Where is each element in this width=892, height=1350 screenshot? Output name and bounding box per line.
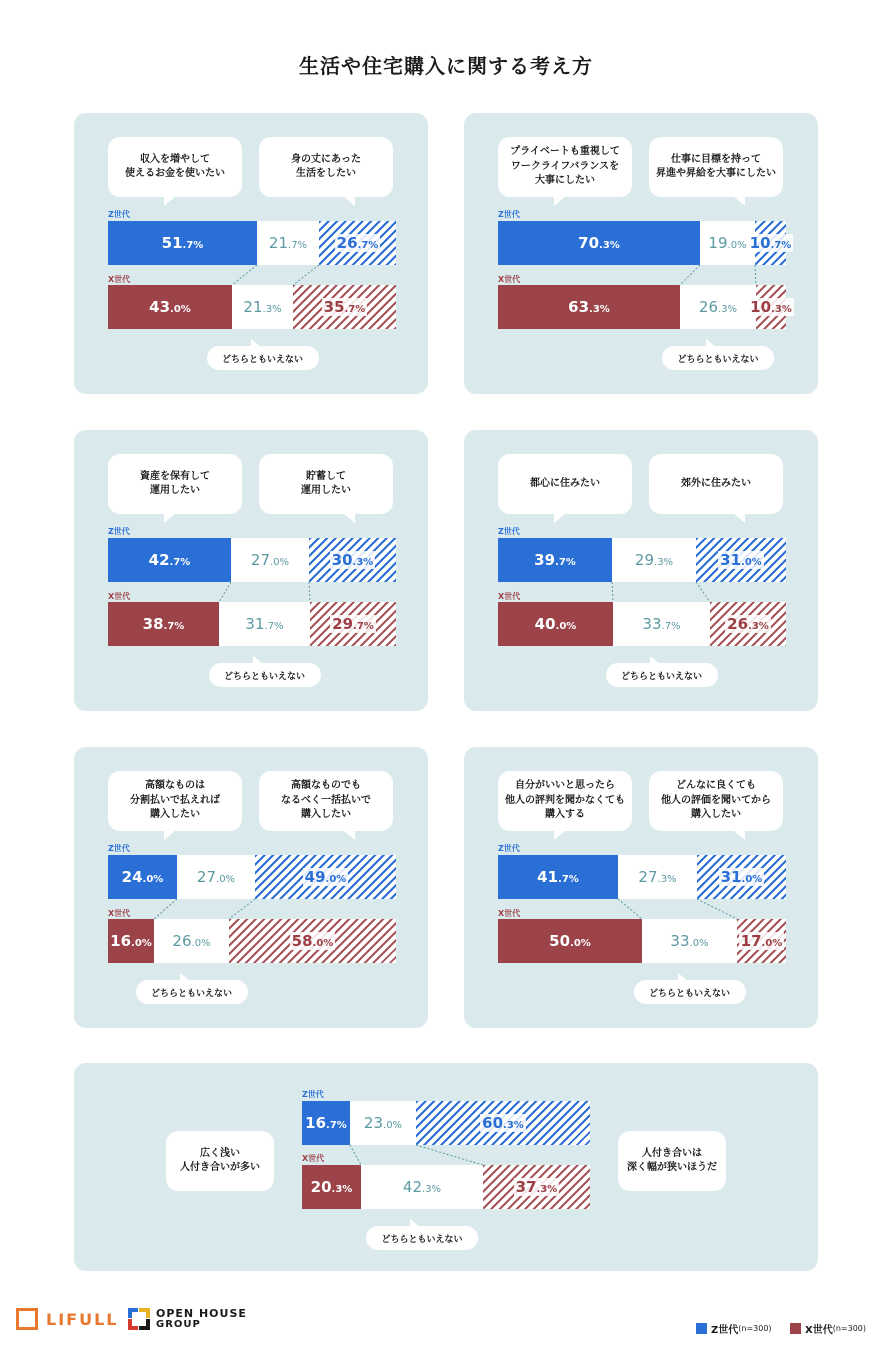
z-neither-value: 21.7% [268, 234, 308, 252]
x-disagree-value: 58.0% [291, 932, 334, 950]
z-neither-value: 23.0% [363, 1114, 403, 1132]
connector-line [680, 265, 700, 285]
x-agree-segment [498, 285, 680, 329]
x-neither-value: 42.3% [402, 1178, 442, 1196]
x-agree-value: 50.0% [549, 932, 591, 950]
x-bar [498, 285, 792, 329]
z-agree-segment [498, 221, 700, 265]
lifull-logo [16, 1308, 118, 1330]
x-bar [498, 602, 786, 646]
x-generation-label: X世代 [498, 592, 521, 601]
z-disagree-value: 31.0% [720, 551, 762, 569]
connector-line [697, 899, 737, 919]
x-neither-segment [232, 285, 293, 329]
x-disagree-segment [293, 285, 396, 329]
chart-panel-5 [74, 747, 428, 1028]
openhouse-mark-icon [128, 1308, 150, 1330]
chart-panel-4 [464, 430, 818, 711]
z-disagree-segment [696, 538, 786, 582]
z-agree-segment [108, 855, 177, 899]
z-neither-segment [612, 538, 696, 582]
connector-line [416, 1145, 483, 1165]
z-disagree-segment [319, 221, 396, 265]
z-agree-segment [498, 855, 618, 899]
x-neither-segment [361, 1165, 483, 1209]
z-agree-segment [108, 538, 231, 582]
z-neither-value: 27.3% [638, 868, 677, 886]
legend-x-label: X世代 [805, 1325, 833, 1336]
openhouse-group: GROUP [156, 1318, 201, 1330]
right-option-bubble: どんなに良くても 他人の評価を聞いてから 購入したい [649, 771, 783, 831]
x-generation-label: X世代 [108, 909, 131, 918]
z-disagree-value: 30.3% [331, 551, 374, 569]
connector-line [293, 265, 319, 285]
z-disagree-segment [255, 855, 396, 899]
legend-z-swatch [696, 1323, 707, 1334]
x-bar [108, 285, 396, 329]
z-disagree-value: 49.0% [304, 868, 347, 886]
z-bar [302, 1101, 590, 1145]
z-agree-value: 24.0% [121, 868, 164, 886]
z-disagree-value: 31.0% [720, 868, 763, 886]
legend-z-n: (n=300) [738, 1324, 772, 1333]
x-neither-segment [680, 285, 756, 329]
z-disagree-value: 26.7% [336, 234, 379, 252]
connector-line [309, 582, 310, 602]
neither-label: どちらともいえない [662, 346, 774, 370]
x-agree-value: 20.3% [310, 1178, 353, 1196]
z-bar [108, 855, 396, 899]
connector-line [229, 899, 255, 919]
x-neither-segment [613, 602, 710, 646]
x-agree-segment [108, 919, 154, 963]
x-disagree-segment [737, 919, 786, 963]
x-agree-segment [498, 919, 642, 963]
openhouse-logo [128, 1308, 247, 1330]
connector-line [350, 1145, 361, 1165]
x-disagree-segment [750, 285, 792, 329]
x-disagree-segment [310, 602, 396, 646]
right-option-bubble: 仕事に目標を持って 昇進や昇給を大事にしたい [649, 137, 783, 197]
z-agree-segment [302, 1101, 350, 1145]
x-neither-segment [642, 919, 737, 963]
x-agree-segment [302, 1165, 361, 1209]
z-agree-value: 39.7% [534, 551, 576, 569]
x-agree-value: 16.0% [110, 932, 152, 950]
right-option-bubble: 貯蓄して 運用したい [259, 454, 393, 514]
x-disagree-value: 29.7% [332, 615, 374, 633]
z-generation-label: Z世代 [108, 527, 130, 536]
connector-line [219, 582, 231, 602]
legend-z-label: Z世代 [711, 1325, 739, 1336]
x-disagree-value: 37.3% [515, 1178, 558, 1196]
legend-x-swatch [790, 1323, 801, 1334]
z-neither-segment [231, 538, 309, 582]
z-agree-value: 16.7% [305, 1114, 347, 1132]
connector-line [696, 582, 710, 602]
x-neither-value: 33.0% [670, 932, 709, 950]
x-disagree-segment [229, 919, 396, 963]
right-option-bubble: 身の丈にあった 生活をしたい [259, 137, 393, 197]
z-agree-segment [108, 221, 257, 265]
x-disagree-value: 26.3% [727, 615, 769, 633]
z-neither-segment [350, 1101, 416, 1145]
z-generation-label: Z世代 [498, 210, 520, 219]
z-agree-value: 41.7% [537, 868, 579, 886]
x-agree-segment [108, 602, 219, 646]
page-title: 生活や住宅購入に関する考え方 [299, 54, 593, 78]
z-neither-value: 19.0% [708, 234, 747, 252]
x-agree-value: 38.7% [142, 615, 185, 633]
x-neither-value: 33.7% [642, 615, 681, 633]
left-option-bubble: プライベートも重視して ワークライフバランスを 大事にしたい [498, 137, 632, 197]
x-bar [108, 919, 396, 963]
z-disagree-value: 10.7% [749, 234, 792, 252]
x-neither-value: 21.3% [243, 298, 282, 316]
z-disagree-segment [309, 538, 396, 582]
z-disagree-segment [749, 221, 792, 265]
z-neither-value: 27.0% [250, 551, 290, 569]
x-generation-label: X世代 [108, 592, 131, 601]
x-neither-segment [154, 919, 229, 963]
z-generation-label: Z世代 [498, 844, 520, 853]
x-neither-value: 26.3% [698, 298, 738, 316]
x-generation-label: X世代 [108, 275, 131, 284]
neither-label: どちらともいえない [136, 980, 248, 1004]
x-neither-segment [219, 602, 310, 646]
neither-label: どちらともいえない [606, 663, 718, 687]
connector-line [154, 899, 177, 919]
legend-x [790, 1321, 866, 1336]
z-disagree-segment [416, 1101, 590, 1145]
right-option-bubble: 郊外に住みたい [649, 454, 783, 514]
z-generation-label: Z世代 [108, 210, 130, 219]
connector-line [755, 265, 756, 285]
z-generation-label: Z世代 [498, 527, 520, 536]
connector-line [232, 265, 257, 285]
z-generation-label: Z世代 [108, 844, 130, 853]
z-neither-value: 27.0% [196, 868, 236, 886]
z-agree-segment [498, 538, 612, 582]
x-agree-value: 43.0% [149, 298, 191, 316]
legend-x-n: (n=300) [832, 1324, 867, 1333]
left-option-bubble: 高額なものは 分割払いで払えれば 購入したい [108, 771, 242, 831]
right-option-bubble: 人付き合いは 深く幅が狭いほうだ [618, 1131, 726, 1191]
left-option-bubble: 収入を増やして 使えるお金を使いたい [108, 137, 242, 197]
x-neither-value: 31.7% [245, 615, 284, 633]
connector-line [612, 582, 613, 602]
left-option-bubble: 自分がいいと思ったら 他人の評判を聞かなくても 購入する [498, 771, 632, 831]
left-option-bubble: 広く浅い 人付き合いが多い [166, 1131, 274, 1191]
neither-label: どちらともいえない [209, 663, 321, 687]
x-generation-label: X世代 [302, 1154, 325, 1163]
x-disagree-value: 35.7% [323, 298, 366, 316]
x-generation-label: X世代 [498, 275, 521, 284]
z-generation-label: Z世代 [302, 1090, 324, 1099]
neither-label: どちらともいえない [634, 980, 746, 1004]
left-option-bubble: 都心に住みたい [498, 454, 632, 514]
x-bar [108, 602, 396, 646]
x-neither-value: 26.0% [172, 932, 211, 950]
x-disagree-value: 17.0% [740, 932, 783, 950]
z-bar [498, 221, 792, 265]
x-agree-value: 40.0% [534, 615, 577, 633]
x-agree-value: 63.3% [568, 298, 610, 316]
z-disagree-segment [697, 855, 786, 899]
openhouse-wordmark: OPEN HOUSE [156, 1307, 247, 1320]
x-bar [498, 919, 786, 963]
x-disagree-segment [483, 1165, 590, 1209]
z-agree-value: 51.7% [161, 234, 204, 252]
chart-panel-6 [464, 747, 818, 1028]
z-bar [498, 855, 786, 899]
z-neither-segment [177, 855, 255, 899]
chart-panel-1 [74, 113, 428, 394]
z-neither-segment [618, 855, 697, 899]
x-disagree-value: 10.3% [750, 298, 792, 316]
z-agree-value: 70.3% [578, 234, 620, 252]
legend-z [696, 1321, 772, 1336]
lifull-mark-icon [16, 1308, 38, 1330]
z-neither-value: 29.3% [634, 551, 674, 569]
z-bar [108, 221, 396, 265]
x-agree-segment [498, 602, 613, 646]
connector-line [618, 899, 642, 919]
neither-label: どちらともいえない [207, 346, 319, 370]
x-agree-segment [108, 285, 232, 329]
z-bar [498, 538, 786, 582]
x-bar [302, 1165, 590, 1209]
z-disagree-value: 60.3% [482, 1114, 524, 1132]
chart-panel-2 [464, 113, 818, 394]
z-agree-value: 42.7% [148, 551, 191, 569]
z-neither-segment [257, 221, 319, 265]
x-generation-label: X世代 [498, 909, 521, 918]
right-option-bubble: 高額なものでも なるべく一括払いで 購入したい [259, 771, 393, 831]
lifull-wordmark: LIFULL [46, 1309, 119, 1329]
chart-panel-7 [74, 1063, 818, 1271]
x-disagree-segment [710, 602, 786, 646]
z-bar [108, 538, 396, 582]
neither-label: どちらともいえない [366, 1226, 478, 1250]
chart-panel-3 [74, 430, 428, 711]
left-option-bubble: 資産を保有して 運用したい [108, 454, 242, 514]
